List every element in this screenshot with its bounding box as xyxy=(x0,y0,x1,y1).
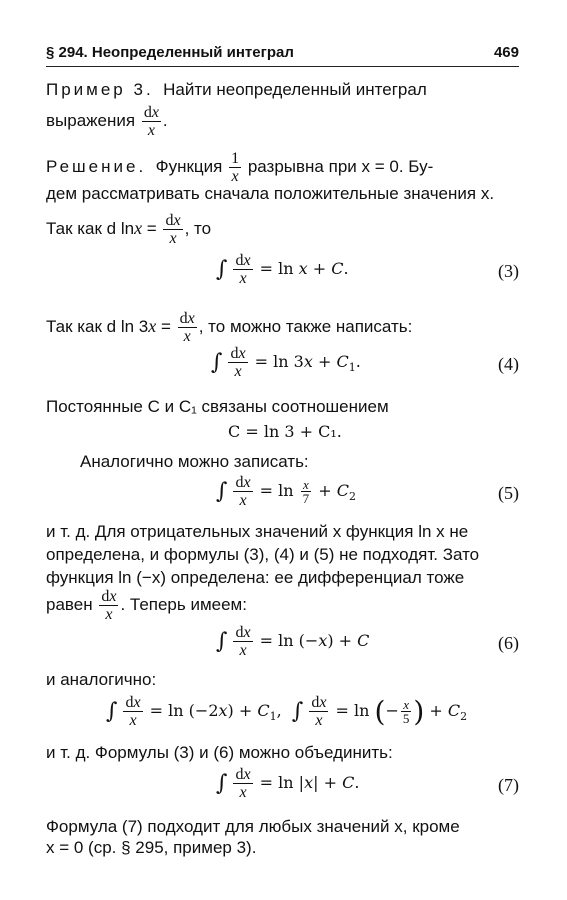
fraction-dx-over-x: $\frac{dx}{x}$ xyxy=(143,104,159,139)
solution-text: Так как d ln xyxy=(46,218,135,238)
constant-relation: C = ln 3 + C₁. xyxy=(228,422,342,441)
solution-text: разрывна при xyxy=(247,156,357,176)
solution-text: равен xyxy=(46,594,93,614)
example-text-1: Найти неопределенный интеграл xyxy=(163,80,427,99)
equation-number: (6) xyxy=(498,633,519,653)
solution-text: , то xyxy=(184,218,212,238)
solution-line-15: x = 0 (ср. § 295, пример 3). xyxy=(46,838,257,857)
equation-6: ∫ $\frac{dx}{x}$ = ln (−x) + C (6) xyxy=(216,624,519,659)
equation-pair: ∫ $\frac{dx}{x}$ = $\ln (-2x) + C_1$, ∫ $\frac{dx}{x}$ = ln (− $\frac{x}{5}$ ) + $C_2$ xyxy=(106,694,468,729)
solution-line-13: и т. д. Формулы (3) и (6) можно объединить: xyxy=(46,743,393,762)
equation-number: (4) xyxy=(498,354,519,374)
equation-number: (7) xyxy=(498,775,519,795)
fraction-dx-over-x: $\frac{dx}{x}$ xyxy=(165,212,181,247)
solution-line-4: Так как d ln 3x = $\frac{dx}{x}$ , то можно также написать: xyxy=(46,310,413,345)
section-title: § 294. Неопределенный интеграл xyxy=(46,44,294,61)
solution-text: x = 0. Бу- xyxy=(361,156,434,176)
solution-text: . Теперь имеем: xyxy=(120,594,247,614)
example-text-2: выражения xyxy=(46,110,136,130)
solution-line-8: и т. д. Для отрицательных значений x функция ln x не xyxy=(46,522,469,541)
solution-line-5: Постоянные C и C₁ связаны соотношением xyxy=(46,397,389,416)
solution-text: Функция xyxy=(155,156,223,176)
fraction-1-over-x: $\frac{1}{x}$ xyxy=(231,150,240,185)
solution-line-9: определена, и формулы (3), (4) и (5) не подходят. Зато xyxy=(46,545,480,564)
equation-3: ∫ $\frac{dx}{x}$ = ln x + C. (3) xyxy=(216,252,519,287)
solution-line-7: Аналогично можно записать: xyxy=(80,452,309,471)
solution-text: Так как d ln 3 xyxy=(46,316,149,336)
solution-line-10: функция ln (−x) определена: ее дифференциал тоже xyxy=(46,568,465,587)
solution-line-11 xyxy=(46,588,519,623)
equation-number: (5) xyxy=(498,483,519,503)
solution-line-1 xyxy=(46,150,519,185)
solution-text: , то можно также написать: xyxy=(198,316,413,336)
page-number: 469 xyxy=(493,44,519,61)
fraction-dx-over-x: $\frac{dx}{x}$ xyxy=(179,310,195,345)
equation-number: (3) xyxy=(498,261,519,281)
fraction-dx-over-x: $\frac{dx}{x}$ xyxy=(101,588,117,623)
equation-5: ∫ $\frac{dx}{x}$ = ln $\frac{x}{7}$ + $C_2$ (5) xyxy=(216,474,519,509)
page-header xyxy=(46,42,519,67)
example-label: Пример 3. xyxy=(46,80,154,99)
solution-line-3: Так как d lnx = $\frac{dx}{x}$ , то xyxy=(46,212,212,247)
equation-7: ∫ $\frac{dx}{x}$ = ln |x| + C. (7) xyxy=(216,766,519,801)
solution-line-2: дем рассматривать сначала положительные значения x. xyxy=(46,184,495,203)
solution-line-14: Формула (7) подходит для любых значений x, кроме xyxy=(46,817,460,836)
example-line-2: выражения $\frac{dx}{x}$ . xyxy=(46,104,168,139)
example-line-1 xyxy=(46,80,519,100)
solution-label: Решение. xyxy=(46,156,147,176)
equation-4: ∫ $\frac{dx}{x}$ = $\ln 3x + C_1$. (4) xyxy=(211,345,519,380)
solution-line-12: и аналогично: xyxy=(46,670,157,689)
